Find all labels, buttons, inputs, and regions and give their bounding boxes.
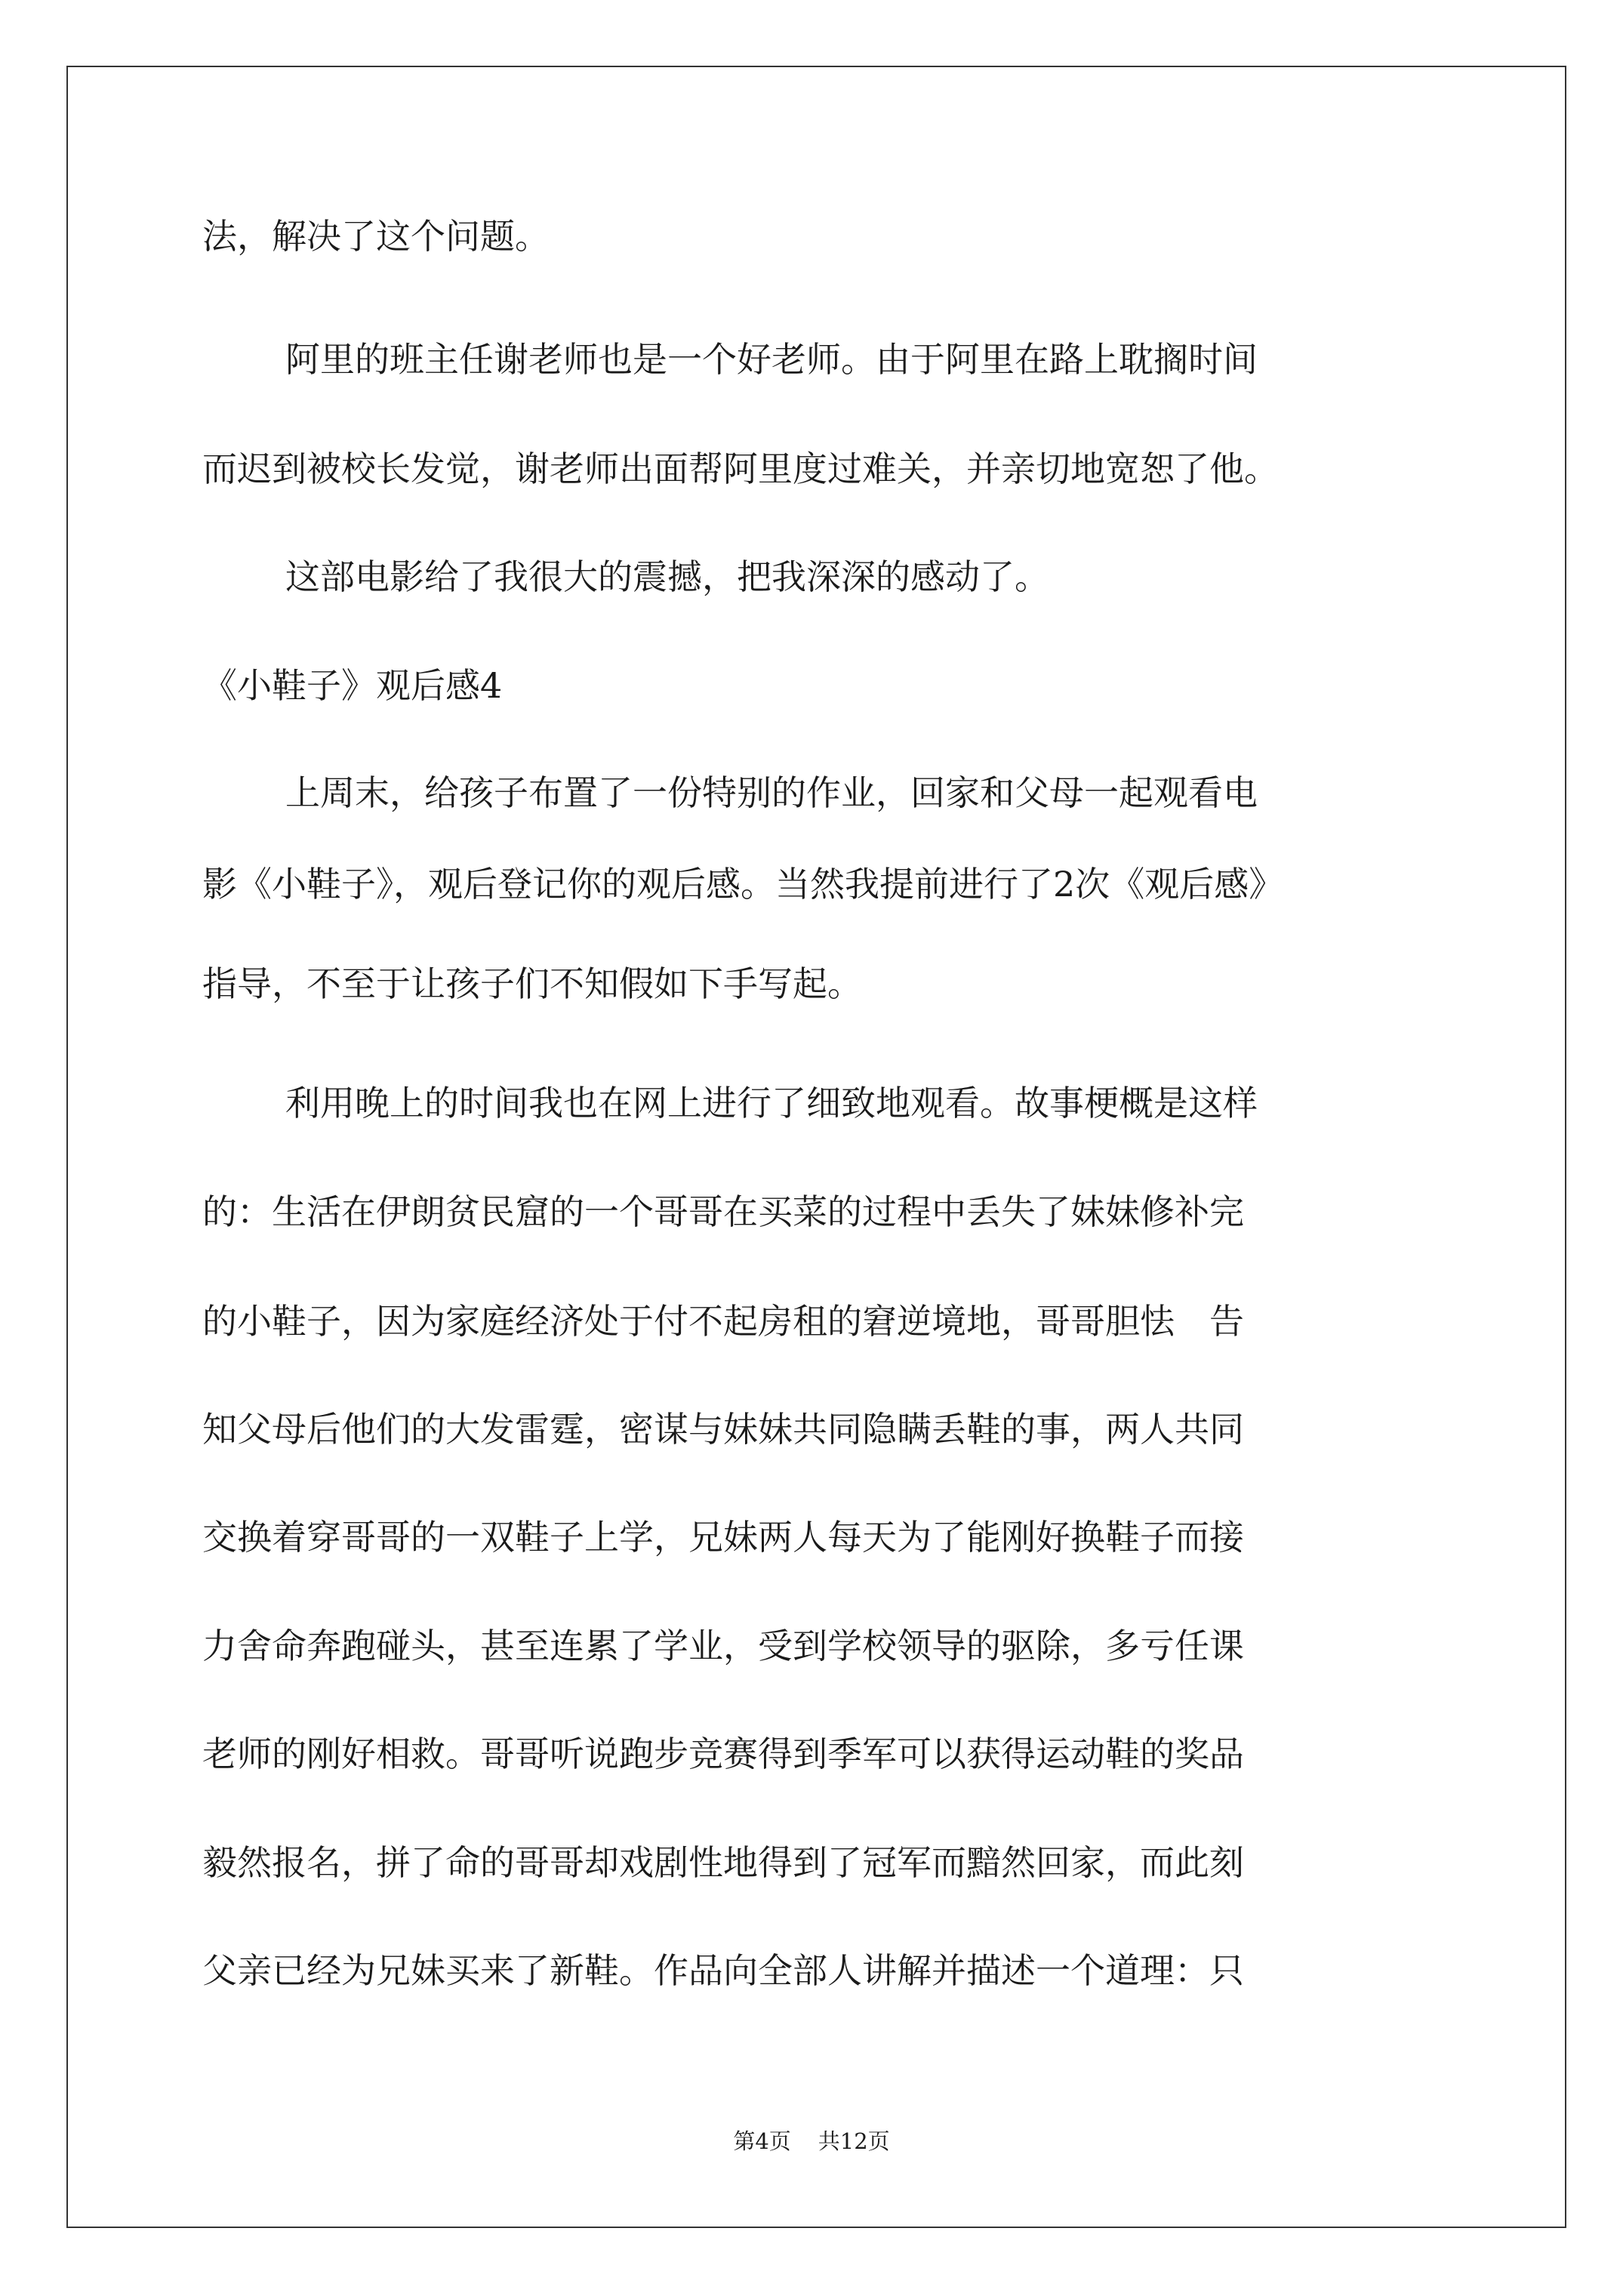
text-line: 利用晚上的时间我也在网上进行了细致地观看。故事梗概是这样 [285, 1083, 1258, 1123]
text-line: 影《小鞋子》，观后登记你的观后感。当然我提前进行了2次《观后感》 [202, 864, 1284, 905]
page-number: 第4页 [733, 2128, 791, 2154]
text-line: 这部电影给了我很大的震撼，把我深深的感动了。 [285, 556, 1049, 597]
page-border [66, 66, 1566, 2228]
text-line: 上周末，给孩子布置了一份特别的作业，回家和父母一起观看电 [285, 772, 1258, 813]
text-line: 的小鞋子，因为家庭经济处于付不起房租的窘逆境地，哥哥胆怯 告 [202, 1301, 1244, 1342]
text-line: 老师的刚好相救。哥哥听说跑步竞赛得到季军可以获得运动鞋的奖品 [202, 1734, 1244, 1774]
section-heading: 《小鞋子》观后感4 [202, 665, 503, 706]
text-line: 父亲已经为兄妹买来了新鞋。作品向全部人讲解并描述一个道理：只 [202, 1950, 1244, 1991]
text-line: 法，解决了这个问题。 [202, 216, 550, 257]
text-line: 阿里的班主任谢老师也是一个好老师。由于阿里在路上耽搁时间 [285, 339, 1258, 380]
text-line: 知父母后他们的大发雷霆，密谋与妹妹共同隐瞒丢鞋的事，两人共同 [202, 1409, 1244, 1450]
text-line: 的：生活在伊朗贫民窟的一个哥哥在买菜的过程中丢失了妹妹修补完 [202, 1191, 1244, 1232]
text-line: 而迟到被校长发觉，谢老师出面帮阿里度过难关，并亲切地宽恕了他。 [202, 448, 1279, 489]
text-line: 指导，不至于让孩子们不知假如下手写起。 [202, 963, 862, 1004]
page-footer [0, 2128, 1623, 2155]
text-line: 力舍命奔跑碰头，甚至连累了学业，受到学校领导的驱除，多亏任课 [202, 1626, 1244, 1666]
page-total: 共12页 [818, 2128, 890, 2154]
text-line: 毅然报名，拼了命的哥哥却戏剧性地得到了冠军而黯然回家，而此刻 [202, 1842, 1244, 1883]
text-line: 交换着穿哥哥的一双鞋子上学，兄妹两人每天为了能刚好换鞋子而接 [202, 1517, 1244, 1558]
